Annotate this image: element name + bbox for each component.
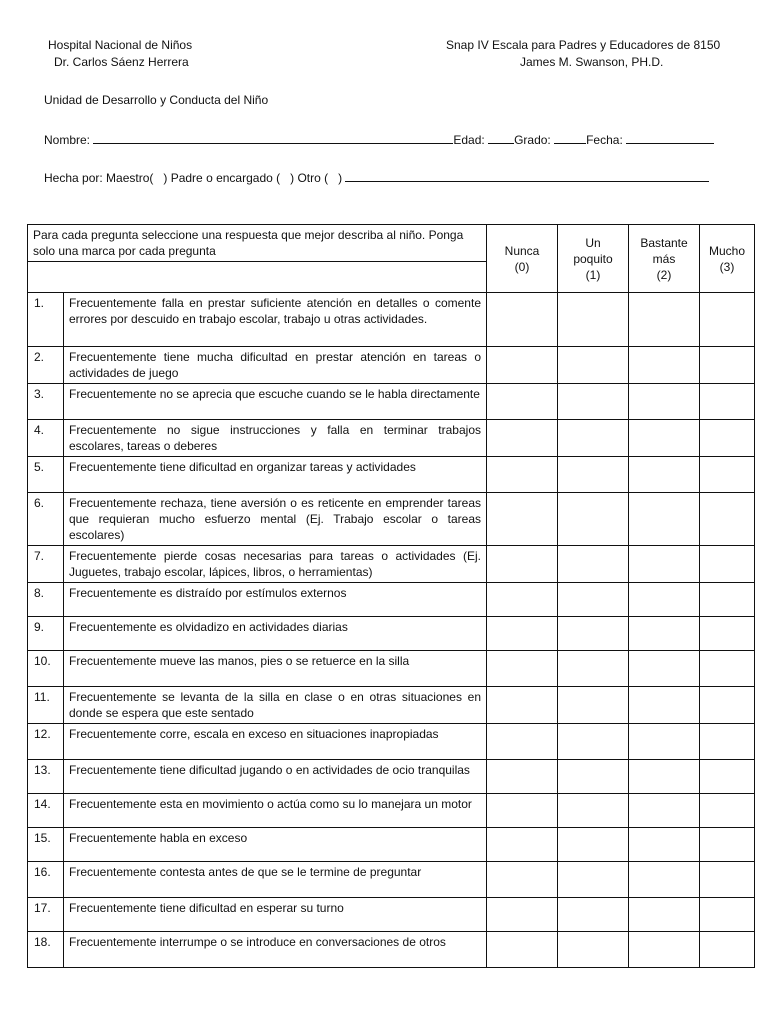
answer-cell-un-poquito[interactable] xyxy=(558,347,629,384)
question-number: 1. xyxy=(28,293,64,347)
questionnaire-table xyxy=(27,224,755,968)
nombre-label: Nombre: xyxy=(44,133,91,147)
question-number: 3. xyxy=(28,384,64,420)
question-text: Frecuentemente esta en movimiento o actúa como su lo manejara un motor xyxy=(64,794,487,828)
question-row xyxy=(28,493,755,546)
answer-cell-un-poquito[interactable] xyxy=(558,898,629,932)
answer-cell-bastante-mas[interactable] xyxy=(629,617,700,651)
question-row xyxy=(28,898,755,932)
answer-cell-nunca[interactable] xyxy=(487,347,558,384)
answer-cell-nunca[interactable] xyxy=(487,794,558,828)
answer-cell-nunca[interactable] xyxy=(487,384,558,420)
answer-cell-nunca[interactable] xyxy=(487,724,558,760)
answer-cell-un-poquito[interactable] xyxy=(558,384,629,420)
col-mucho-label: Mucho xyxy=(708,243,746,258)
instructions: Para cada pregunta seleccione una respuesta que mejor describa al niño. Ponga solo una marca por cada pregunta xyxy=(28,225,487,262)
question-number: 2. xyxy=(28,347,64,384)
answer-cell-un-poquito[interactable] xyxy=(558,546,629,583)
answer-cell-bastante-mas[interactable] xyxy=(629,347,700,384)
question-text: Frecuentemente interrumpe o se introduce en conversaciones de otros xyxy=(64,932,487,968)
answer-cell-un-poquito[interactable] xyxy=(558,583,629,617)
fecha-field[interactable] xyxy=(626,132,714,144)
question-row xyxy=(28,347,755,384)
question-text: Frecuentemente tiene mucha dificultad en prestar atención en tareas o actividades de juego xyxy=(64,347,487,384)
answer-cell-mucho[interactable] xyxy=(700,617,755,651)
question-number: 16. xyxy=(28,862,64,898)
unit-name: Unidad de Desarrollo y Conducta del Niño xyxy=(44,93,269,107)
question-row xyxy=(28,828,755,862)
answer-cell-mucho[interactable] xyxy=(700,493,755,546)
answer-cell-un-poquito[interactable] xyxy=(558,862,629,898)
question-number: 10. xyxy=(28,651,64,687)
answer-cell-un-poquito[interactable] xyxy=(558,932,629,968)
question-text: Frecuentemente tiene dificultad jugando o en actividades de ocio tranquilas xyxy=(64,760,487,794)
question-number: 17. xyxy=(28,898,64,932)
answer-cell-bastante-mas[interactable] xyxy=(629,862,700,898)
header-right xyxy=(446,37,720,71)
question-text: Frecuentemente no sigue instrucciones y falla en terminar trabajos escolares, tareas o deberes xyxy=(64,420,487,457)
question-text: Frecuentemente pierde cosas necesarias para tareas o actividades (Ej. Juguetes, trabajo escolar, lápices, libros, o herramientas) xyxy=(64,546,487,583)
header-left xyxy=(48,37,192,71)
answer-cell-nunca[interactable] xyxy=(487,293,558,347)
col-un-poquito xyxy=(558,225,629,293)
question-number: 7. xyxy=(28,546,64,583)
question-text: Frecuentemente es olvidadizo en actividades diarias xyxy=(64,617,487,651)
fecha-label: Fecha: xyxy=(586,133,623,147)
answer-cell-mucho[interactable] xyxy=(700,828,755,862)
question-row xyxy=(28,384,755,420)
question-row xyxy=(28,724,755,760)
scale-title: Snap IV Escala para Padres y Educadores de 8150 xyxy=(446,38,721,52)
question-text: Frecuentemente mueve las manos, pies o se retuerce en la silla xyxy=(64,651,487,687)
answer-cell-mucho[interactable] xyxy=(700,420,755,457)
answer-cell-bastante-mas[interactable] xyxy=(629,293,700,347)
answer-cell-nunca[interactable] xyxy=(487,651,558,687)
answer-cell-bastante-mas[interactable] xyxy=(629,420,700,457)
grado-field[interactable] xyxy=(554,132,586,144)
answer-cell-mucho[interactable] xyxy=(700,457,755,493)
author-name: James M. Swanson, PH.D. xyxy=(520,55,664,69)
question-text: Frecuentemente contesta antes de que se le termine de preguntar xyxy=(64,862,487,898)
question-number: 12. xyxy=(28,724,64,760)
answer-cell-bastante-mas[interactable] xyxy=(629,583,700,617)
question-row xyxy=(28,293,755,347)
col-mucho xyxy=(700,225,755,293)
answer-cell-un-poquito[interactable] xyxy=(558,493,629,546)
question-number: 8. xyxy=(28,583,64,617)
hecha-label: Hecha por: Maestro( ) Padre o encargado ( ) Otro ( ) xyxy=(44,171,343,185)
answer-cell-un-poquito[interactable] xyxy=(558,617,629,651)
answer-cell-un-poquito[interactable] xyxy=(558,828,629,862)
answer-cell-bastante-mas[interactable] xyxy=(629,546,700,583)
question-row xyxy=(28,583,755,617)
question-text: Frecuentemente corre, escala en exceso en situaciones inapropiadas xyxy=(64,724,487,760)
answer-cell-mucho[interactable] xyxy=(700,384,755,420)
answer-cell-mucho[interactable] xyxy=(700,898,755,932)
question-number: 14. xyxy=(28,794,64,828)
question-row xyxy=(28,760,755,794)
otro-field[interactable] xyxy=(345,170,709,182)
question-text: Frecuentemente no se aprecia que escuche cuando se le habla directamente xyxy=(64,384,487,420)
answer-cell-nunca[interactable] xyxy=(487,898,558,932)
question-number: 5. xyxy=(28,457,64,493)
doctor-name: Dr. Carlos Sáenz Herrera xyxy=(54,55,189,69)
col-bastante-mas-score: (2) xyxy=(656,267,672,282)
answer-cell-un-poquito[interactable] xyxy=(558,760,629,794)
identity-line xyxy=(44,132,714,147)
answer-cell-bastante-mas[interactable] xyxy=(629,724,700,760)
answer-cell-nunca[interactable] xyxy=(487,862,558,898)
question-row xyxy=(28,862,755,898)
answer-cell-bastante-mas[interactable] xyxy=(629,493,700,546)
answer-cell-nunca[interactable] xyxy=(487,760,558,794)
answer-cell-bastante-mas[interactable] xyxy=(629,760,700,794)
question-row xyxy=(28,546,755,583)
answer-cell-bastante-mas[interactable] xyxy=(629,457,700,493)
question-number: 11. xyxy=(28,687,64,724)
answer-cell-mucho[interactable] xyxy=(700,794,755,828)
hospital-name: Hospital Nacional de Niños xyxy=(48,38,193,52)
question-number: 15. xyxy=(28,828,64,862)
answer-cell-un-poquito[interactable] xyxy=(558,293,629,347)
question-text: Frecuentemente es distraído por estímulos externos xyxy=(64,583,487,617)
answer-cell-mucho[interactable] xyxy=(700,687,755,724)
answer-cell-un-poquito[interactable] xyxy=(558,420,629,457)
answer-cell-nunca[interactable] xyxy=(487,617,558,651)
answer-cell-nunca[interactable] xyxy=(487,932,558,968)
question-row xyxy=(28,617,755,651)
answer-cell-mucho[interactable] xyxy=(700,932,755,968)
question-text: Frecuentemente falla en prestar suficiente atención en detalles o comente errores por descuido en trabajo escolar, trabajo u otras actividades. xyxy=(64,293,487,347)
answer-cell-mucho[interactable] xyxy=(700,583,755,617)
answer-cell-nunca[interactable] xyxy=(487,457,558,493)
col-nunca-score: (0) xyxy=(514,259,530,274)
question-number: 18. xyxy=(28,932,64,968)
question-number: 9. xyxy=(28,617,64,651)
answer-cell-bastante-mas[interactable] xyxy=(629,898,700,932)
answer-cell-nunca[interactable] xyxy=(487,583,558,617)
blank-header-row xyxy=(28,262,487,293)
answer-cell-bastante-mas[interactable] xyxy=(629,384,700,420)
question-number: 13. xyxy=(28,760,64,794)
col-nunca-label: Nunca xyxy=(504,243,540,258)
answer-cell-bastante-mas[interactable] xyxy=(629,932,700,968)
answer-cell-nunca[interactable] xyxy=(487,828,558,862)
col-mucho-score: (3) xyxy=(719,259,735,274)
question-row xyxy=(28,687,755,724)
answer-cell-mucho[interactable] xyxy=(700,347,755,384)
question-text: Frecuentemente tiene dificultad en esperar su turno xyxy=(64,898,487,932)
question-row xyxy=(28,420,755,457)
col-nunca xyxy=(487,225,558,293)
col-un-poquito-score: (1) xyxy=(585,267,601,282)
col-bastante-mas xyxy=(629,225,700,293)
col-un-poquito-label: Un poquito xyxy=(573,235,613,266)
question-number: 6. xyxy=(28,493,64,546)
question-text: Frecuentemente habla en exceso xyxy=(64,828,487,862)
question-row xyxy=(28,651,755,687)
edad-field[interactable] xyxy=(488,132,514,144)
answer-cell-mucho[interactable] xyxy=(700,862,755,898)
answer-cell-nunca[interactable] xyxy=(487,493,558,546)
question-number: 4. xyxy=(28,420,64,457)
answer-cell-un-poquito[interactable] xyxy=(558,724,629,760)
answer-cell-mucho[interactable] xyxy=(700,724,755,760)
answer-cell-un-poquito[interactable] xyxy=(558,457,629,493)
grado-label: Grado: xyxy=(514,133,551,147)
answer-cell-nunca[interactable] xyxy=(487,420,558,457)
answer-cell-un-poquito[interactable] xyxy=(558,794,629,828)
answer-cell-mucho[interactable] xyxy=(700,651,755,687)
answer-cell-mucho[interactable] xyxy=(700,546,755,583)
question-text: Frecuentemente rechaza, tiene aversión o es reticente en emprender tareas que requieran mucho esfuerzo mental (Ej. Trabajo escolar o tareas escolares) xyxy=(64,493,487,546)
answer-cell-bastante-mas[interactable] xyxy=(629,828,700,862)
question-text: Frecuentemente tiene dificultad en organizar tareas y actividades xyxy=(64,457,487,493)
answer-cell-mucho[interactable] xyxy=(700,760,755,794)
answer-cell-mucho[interactable] xyxy=(700,293,755,347)
col-bastante-mas-label: Bastante más xyxy=(640,235,688,266)
question-row xyxy=(28,794,755,828)
question-text: Frecuentemente se levanta de la silla en clase o en otras situaciones en donde se espera que este sentado xyxy=(64,687,487,724)
answer-cell-nunca[interactable] xyxy=(487,687,558,724)
answer-cell-nunca[interactable] xyxy=(487,546,558,583)
nombre-field[interactable] xyxy=(93,132,453,144)
answer-cell-bastante-mas[interactable] xyxy=(629,794,700,828)
filled-by-line xyxy=(44,170,709,185)
answer-cell-un-poquito[interactable] xyxy=(558,651,629,687)
question-row xyxy=(28,457,755,493)
edad-label: Edad: xyxy=(453,133,485,147)
answer-cell-bastante-mas[interactable] xyxy=(629,687,700,724)
answer-cell-un-poquito[interactable] xyxy=(558,687,629,724)
answer-cell-bastante-mas[interactable] xyxy=(629,651,700,687)
question-row xyxy=(28,932,755,968)
